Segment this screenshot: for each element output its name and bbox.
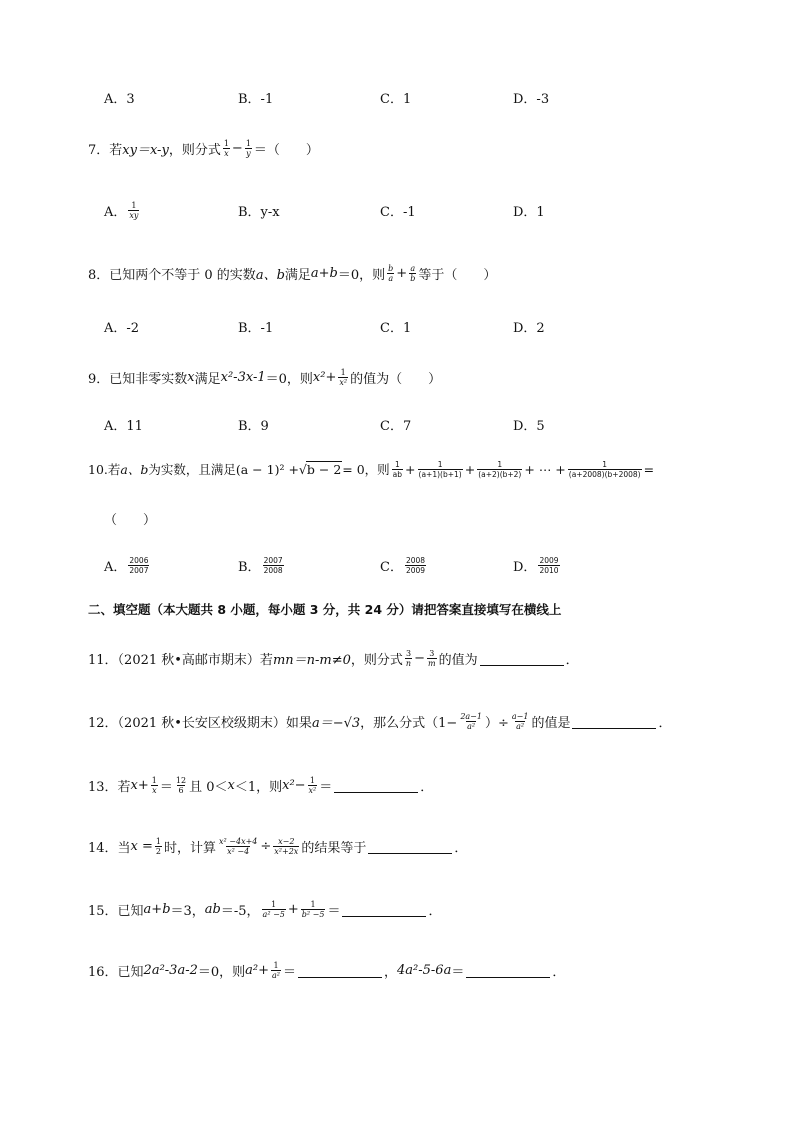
q9-equation-end: ＝0，则 [265,371,313,387]
q13-mid: 且 0＜ [189,779,228,795]
q10-term-3: $\frac{1}{(a+2)(b+2)}$ [478,459,522,479]
q8-end: 等于（ ） [418,267,497,283]
q6-option-c: C．1 [380,91,412,107]
q11-condition: mn＝n-m≠0 [272,652,351,668]
q15-condition-2-end: ＝-5， [220,903,260,919]
q14-x-equals: x = [130,838,153,854]
q11-period: ． [565,652,579,668]
q9-term: x²+ [312,369,337,385]
q16-answer-blank-2[interactable] [466,963,550,978]
q8-prefix: 8．已知两个不等于 0 的实数 [88,267,256,283]
q13-equals: ＝ [159,779,173,795]
q14-fraction-1: $\frac{1}{2}$ [155,836,161,856]
q13-end: ＝ [319,779,333,795]
q9-options [0,412,794,436]
q14-fraction-2: $\frac{\text{x² −4x+4}}{\text{x² −4}}$ [219,836,258,856]
q7-option-d: D．1 [513,204,545,220]
section-2-heading: 二、填空题（本大题共 8 小题，每小题 3 分，共 24 分）请把答案直接填写在横线上 [88,602,562,617]
q7-option-c: C．-1 [380,204,416,220]
q13-fraction-3: $\frac{1}{\text{x²}}$ [308,775,317,795]
q11-mid: ，则分式 [350,652,403,668]
q15-fraction-2: $\frac{1}{\text{b² −5}}$ [301,899,325,919]
q7-stem [88,136,319,160]
q9-option-b: B．9 [238,418,269,434]
q11-end: 的值为 [438,652,478,668]
q7-option-a-fraction: $\frac{1}{xy}$ [129,200,139,220]
q13-x: x [227,777,235,793]
q12-fraction-2: $\frac{a-1}{\text{a²}}$ [511,711,529,731]
q7-options [0,198,794,222]
q11-answer-blank[interactable] [480,651,564,666]
q12-end: 的值是 [531,715,571,731]
q7-option-b: B．y-x [238,204,280,220]
question-12 [0,709,794,733]
q8-option-a: A．-2 [104,320,140,336]
q10-option-b: B． $\frac{2007}{2008}$ [238,555,283,575]
question-15 [0,897,794,921]
q8-condition: a+b [310,265,338,281]
q10-condition-a: (a − 1)² + [235,461,299,477]
q10-term-1: $\frac{1}{ab}$ [392,459,403,479]
q8-vars: a、b [255,267,285,283]
q16-period: ． [552,964,566,980]
q14-stem [88,834,467,858]
q9-prefix: 9．已知非零实数 [88,371,188,387]
q7-prefix: 7．若 [88,142,123,158]
q12-mid: ，那么分式（1− [360,715,458,731]
q11-fraction-2: $\frac{3}{m}$ [427,648,436,668]
q14-period: ． [454,840,468,856]
q16-equation: 2a²-3a-2 [143,962,198,978]
q9-var: x [187,369,195,385]
q10-mid: 为实数，且满足 [148,462,236,477]
q16-stem [88,958,565,982]
question-16 [0,958,794,982]
q6-option-b: B．-1 [238,91,274,107]
q16-fraction: $\frac{1}{\text{a²}}$ [272,960,280,980]
q9-stem [88,365,441,389]
q16-answer-blank-1[interactable] [298,963,382,978]
q13-fraction-1: $\frac{1}{x}$ [151,775,157,795]
q8-option-d: D．2 [513,320,545,336]
q12-answer-blank[interactable] [572,714,656,729]
q8-fraction-1: $\frac{b}{a}$ [388,263,394,283]
q14-divide: ÷ [260,838,272,854]
q8-option-c: C．1 [380,320,412,336]
q9-option-c: C．7 [380,418,412,434]
q14-end: 的结果等于 [301,840,367,856]
q8-fraction-2: $\frac{a}{b}$ [410,263,416,283]
q13-x-squared: x²− [282,777,306,793]
q15-end: ＝ [327,903,341,919]
q14-mid: 时，计算 [164,840,217,856]
q12-fraction-1: $\frac{2a-1}{\text{a²}}$ [460,711,482,731]
q13-stem [88,773,433,797]
question-11 [0,646,794,670]
question-10 [0,457,794,481]
q10-option-d-fraction: $\frac{2009}{2010}$ [539,555,559,575]
q16-term: a²+ [245,962,269,978]
q10-vars: a、b [120,462,149,477]
q16-prefix: 16．已知 [88,964,144,980]
q10-plus-1: + [405,461,416,477]
q10-option-a-fraction: $\frac{2006}{2007}$ [129,555,149,575]
q10-option-c: C． $\frac{2008}{2009}$ [380,555,426,575]
q12-prefix: 12．（2021 秋•长安区校级期末）如果 [88,715,312,731]
q10-options [0,553,794,577]
q10-term-4: $\frac{1}{(a+2008)(b+2008)}$ [568,459,641,479]
q7-minus: − [231,140,243,156]
q10-option-d: D． $\frac{2009}{2010}$ [513,555,559,575]
question-13 [0,773,794,797]
q10-prefix: 10.若 [88,462,121,477]
q6-options [0,85,794,109]
q13-answer-blank[interactable] [334,778,418,793]
q15-fraction-1: $\frac{1}{\text{a² −5}}$ [262,899,285,919]
q8-option-b: B．-1 [238,320,274,336]
q9-equation: x²-3x-1 [220,369,266,385]
question-8 [0,261,794,285]
q6-option-a: A．3 [104,91,135,107]
q8-stem [88,261,496,285]
q16-equals-2: ＝ [451,964,465,980]
q10-paren-row [0,506,794,530]
q8-options [0,314,794,338]
q7-fraction-1: $\frac{1}{x}$ [223,138,229,158]
q7-fraction-2: $\frac{1}{y}$ [245,138,251,158]
q10-paren: （ ） [104,512,157,528]
q9-option-d: D．5 [513,418,545,434]
q15-condition-1-end: ＝3， [170,903,205,919]
q7-end: ＝（ ） [253,142,319,158]
q16-equals-1: ＝ [282,964,296,980]
q7-mid: ，则分式 [168,142,221,158]
q15-plus: + [287,901,299,917]
q16-equation-end: ＝0，则 [197,964,246,980]
q10-term-2: $\frac{1}{(a+1)(b+1)}$ [418,459,462,479]
q11-fraction-1: $\frac{3}{n}$ [405,648,412,668]
q7-equation: xy＝x-y [122,142,169,158]
q9-option-a: A．11 [104,418,143,434]
q9-end: 的值为（ ） [350,371,442,387]
q13-prefix: 13．若 [88,779,131,795]
q12-period: ． [658,715,672,731]
q8-condition-end: ＝0，则 [337,267,386,283]
q10-option-a: A． $\frac{2006}{2007}$ [104,555,149,575]
q11-prefix: 11．（2021 秋•高邮市期末）若 [88,652,273,668]
q8-plus: + [396,265,408,281]
q15-stem [88,897,441,921]
q13-fraction-2: $\frac{12}{6}$ [175,775,187,795]
q10-sqrt-body: b − 2 [306,462,342,477]
question-14 [0,834,794,858]
q13-period: ． [420,779,434,795]
q11-minus: − [414,650,425,666]
q12-condition: a＝−√3 [311,715,361,731]
q10-option-b-fraction: $\frac{2007}{2008}$ [263,555,283,575]
q10-equals: = [643,461,655,477]
q10-option-c-fraction: $\frac{2008}{2009}$ [405,555,426,575]
q16-term-2: 4a²-5-6a [397,962,452,978]
q15-answer-blank[interactable] [342,902,426,917]
q10-sqrt-symbol: √ [298,461,307,477]
q10-condition-end: = 0，则 [342,462,390,477]
q15-prefix: 15．已知 [88,903,144,919]
q16-comma: ， [384,964,398,980]
question-9 [0,365,794,389]
q15-period: ． [428,903,442,919]
q7-option-a: A． $\frac{1}{xy}$ [104,200,139,220]
q13-x-plus: x+ [130,777,149,793]
q10-dots: + ⋯ + [524,461,566,477]
q14-prefix: 14．当 [88,840,131,856]
question-7 [0,136,794,160]
q6-option-d: D．-3 [513,91,550,107]
q15-condition-1: a+b [143,901,171,917]
q15-condition-2: ab [204,901,221,917]
q10-plus-2: + [464,461,476,477]
q13-mid2: ＜1，则 [234,779,283,795]
q11-stem [88,646,579,670]
q8-mid: 满足 [284,267,311,283]
q9-fraction: $\frac{1}{\text{x²}}$ [339,367,348,387]
q14-fraction-3: $\frac{x-2}{\text{x²+2x}}$ [274,836,299,856]
q12-divide: ）÷ [484,715,509,731]
q14-answer-blank[interactable] [368,839,452,854]
q9-mid: 满足 [194,371,221,387]
q10-stem [88,457,654,481]
q12-stem [88,709,671,733]
